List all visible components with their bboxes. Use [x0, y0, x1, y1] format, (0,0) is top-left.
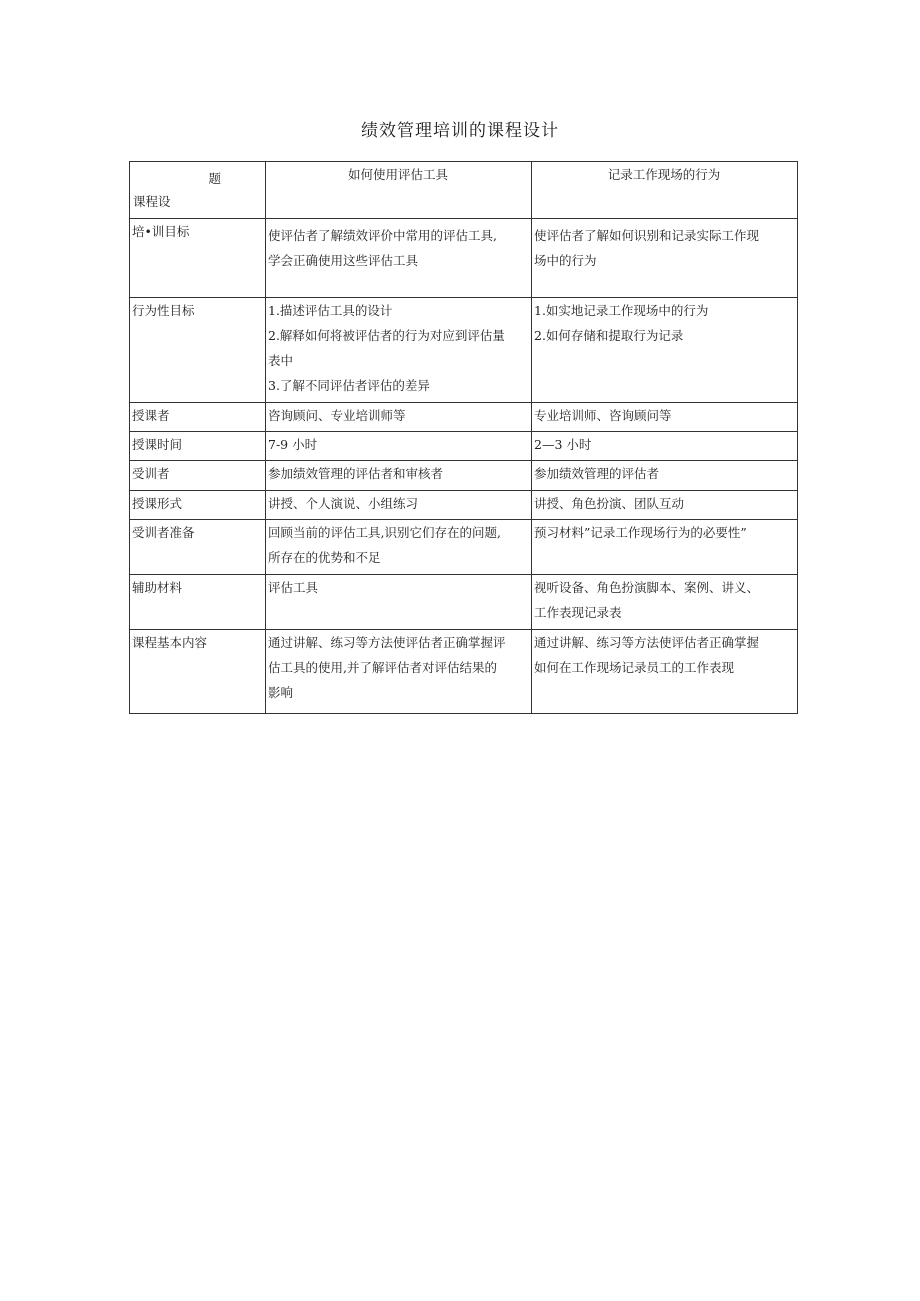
cell-line: 所存在的优势和不足 — [268, 550, 381, 565]
row-label-format: 授课形式 — [130, 491, 266, 520]
row-label-training-goal: 培•训目标 — [130, 219, 266, 298]
row-label-behavior-goal: 行为性目标 — [130, 298, 266, 403]
table-header-row — [130, 162, 798, 219]
row-cell-col1 — [266, 298, 532, 403]
row-cell-col2: 参加绩效管理的评估者 — [532, 461, 798, 491]
row-cell-col2: 2—3 小时 — [532, 432, 798, 461]
cell-line: 场中的行为 — [534, 253, 597, 268]
row-label-content: 课程基本内容 — [130, 630, 266, 714]
cell-line: 影响 — [268, 685, 294, 700]
cell-line: 评估工具 — [268, 580, 319, 595]
cell-line: 1.描述评估工具的设计 — [268, 303, 393, 318]
cell-line: 表中 — [268, 353, 294, 368]
row-label-trainees: 受训者 — [130, 461, 266, 491]
cell-line: 估工具的使用,并了解评估者对评估结果的 — [268, 660, 497, 675]
cell-line: 通过讲解、练习等方法使评估者正确掌握评 — [268, 635, 506, 650]
cell-line: 2.如何存储和提取行为记录 — [534, 328, 684, 343]
table-row — [130, 491, 798, 520]
row-cell-col1: 参加绩效管理的评估者和审核者 — [266, 461, 532, 491]
row-cell-col1: 讲授、个人演说、小组练习 — [266, 491, 532, 520]
cell-line: 2.解释如何将被评估者的行为对应到评估量 — [268, 328, 505, 343]
cell-line: 视听设备、角色扮演脚本、案例、讲义、 — [534, 580, 760, 595]
cell-line: 回顾当前的评估工具,识别它们存在的问题, — [268, 525, 501, 540]
cell-line: 学会正确使用这些评估工具 — [268, 253, 419, 268]
row-cell-col1 — [266, 630, 532, 714]
table-row — [130, 298, 798, 403]
row-cell-col1 — [266, 219, 532, 298]
row-label-materials: 辅助材料 — [130, 575, 266, 630]
row-cell-col2 — [532, 575, 798, 630]
cell-line: 使评估者了解如何识别和记录实际工作现 — [534, 228, 760, 243]
row-cell-col1: 咨询顾问、专业培训师等 — [266, 403, 532, 432]
header-corner-top: 题 — [208, 171, 221, 186]
row-label-preparation: 受训者准备 — [130, 520, 266, 575]
row-cell-col2 — [532, 298, 798, 403]
document-title: 绩效管理培训的课程设计 — [361, 121, 559, 141]
row-cell-col2 — [532, 630, 798, 714]
table-row — [130, 520, 798, 575]
row-cell-col1 — [266, 520, 532, 575]
cell-line: 工作表现记录表 — [534, 605, 622, 620]
cell-line: 通过讲解、练习等方法使评估者正确掌握 — [534, 635, 760, 650]
table-row — [130, 575, 798, 630]
course-design-table — [129, 161, 798, 714]
cell-line: 如何在工作现场记录员工的工作表现 — [534, 660, 735, 675]
table-row — [130, 432, 798, 461]
header-corner-bottom: 课程设 — [133, 194, 171, 209]
header-corner-cell — [130, 162, 266, 219]
row-cell-col1 — [266, 575, 532, 630]
table-row — [130, 219, 798, 298]
header-col-tools: 如何使用评估工具 — [266, 162, 532, 219]
row-cell-col2: 讲授、角色扮演、团队互动 — [532, 491, 798, 520]
cell-line: 3.了解不同评估者评估的差异 — [268, 378, 430, 393]
row-cell-col2: 专业培训师、咨询顾问等 — [532, 403, 798, 432]
table-row — [130, 630, 798, 714]
cell-line: 预习材料”记录工作现场行为的必要性” — [534, 525, 747, 540]
header-col-behavior: 记录工作现场的行为 — [532, 162, 798, 219]
row-cell-col2 — [532, 219, 798, 298]
row-label-instructor: 授课者 — [130, 403, 266, 432]
row-cell-col2 — [532, 520, 798, 575]
table-row — [130, 461, 798, 491]
row-cell-col1: 7-9 小时 — [266, 432, 532, 461]
cell-line: 使评估者了解绩效评价中常用的评估工具, — [268, 228, 497, 243]
cell-line: 1.如实地记录工作现场中的行为 — [534, 303, 709, 318]
row-label-duration: 授课时间 — [130, 432, 266, 461]
table-row — [130, 403, 798, 432]
